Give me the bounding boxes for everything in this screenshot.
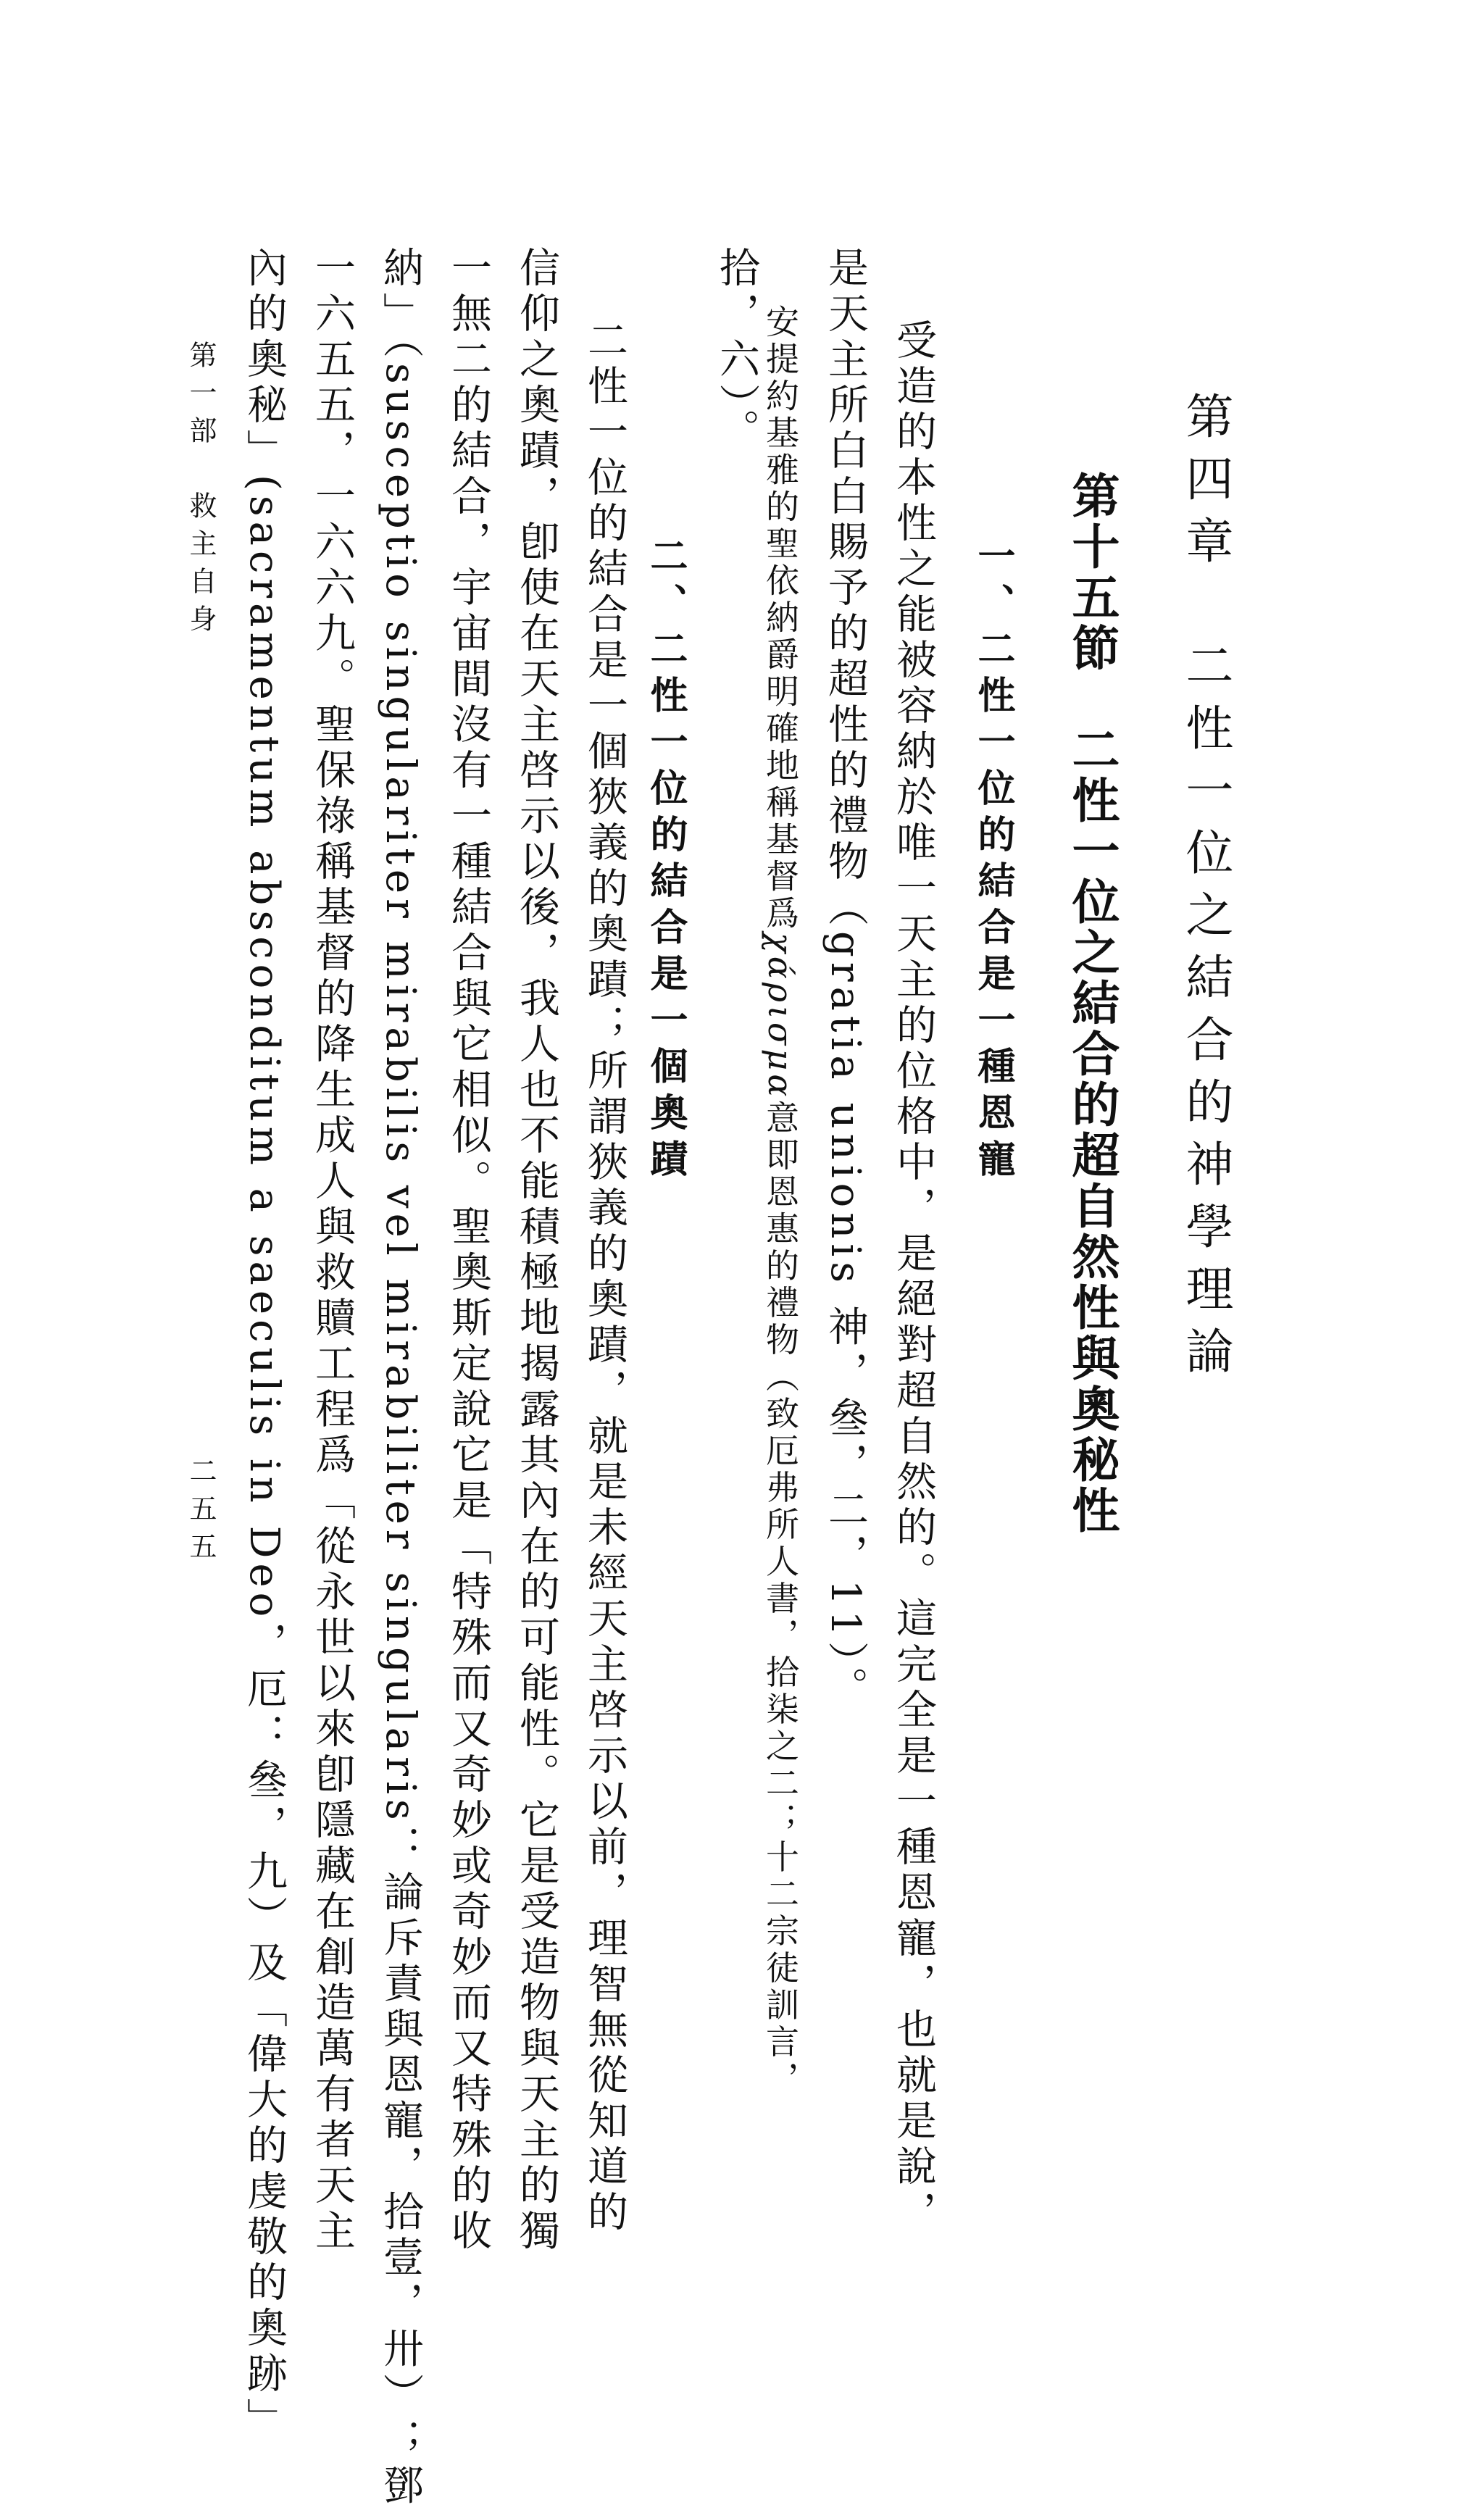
paragraph-2-line-1: 二性一位的結合是一個狹義的奧蹟；所謂狹義的奧蹟，就是未經天主啓示以前，理智無從知道的 [581, 319, 628, 2236]
chapter-title: 第四章 二性一位之結合的神學理論 [1177, 391, 1233, 1388]
section-title: 第十五節 二性一位之結合的超自然性與奧秘性 [1064, 471, 1120, 1536]
paragraph-2-line-5: 一六五五，一六六九。聖保祿稱基督的降生成人與救贖工程爲「從永世以來卽隱藏在創造萬有者天主 [309, 246, 356, 2255]
paragraph-2-line-3: 一無二的結合，宇宙間沒有一種結合與它相似。聖奧斯定說它是「特殊而又奇妙或奇妙而又特殊的收 [445, 246, 492, 2255]
quote-line-1 [761, 304, 800, 2098]
quote-line-1-pre: 安提約基雅的聖依納爵明確地稱基督爲 [761, 304, 800, 933]
paragraph-2-line-4: 納」（susceptio singulariter mirabilis vel mirabiliter singularis：論斥責與恩寵，拾壹，卅）；鄧 [377, 246, 424, 2510]
subsection-heading-2: 二、二性一位的結合是一個奧蹟 [643, 536, 688, 1185]
footer-part-title: 第一部 救主自身 [185, 341, 217, 642]
page-number: 二五五 [185, 1456, 217, 1569]
paragraph-1-line-2: 是天主所白白賜予的超性的禮物（gratia unionis 神，叄，二，11）。 [822, 246, 869, 1713]
subsection-heading-1: 一、二性一位的結合是一種恩寵 [971, 536, 1015, 1185]
quote-greek-term: χάρισμα [761, 933, 800, 1101]
paragraph-2-line-2: 信仰之奧蹟，卽使在天主啓示以後，我人也不能積極地揭露其內在的可能性。它是受造物與天主的獨 [513, 246, 560, 2255]
paragraph-2-line-6: 內的奧秘」(sacramentum absconditum a saeculis in Deo，厄：叄，九）及「偉大的虔敬的奧跡」 [241, 246, 288, 2444]
paragraph-1-line-1: 受造的本性之能被容納於唯一天主的位格中，是絕對超自然的。這完全是一種恩寵，也就是說， [890, 319, 937, 2236]
quote-line-2: 拾，六）。 [713, 246, 760, 454]
quote-line-1-post: 意即恩惠的禮物（致厄弗所人書，拾柒之二；十二宗徒訓言， [761, 1100, 800, 2098]
